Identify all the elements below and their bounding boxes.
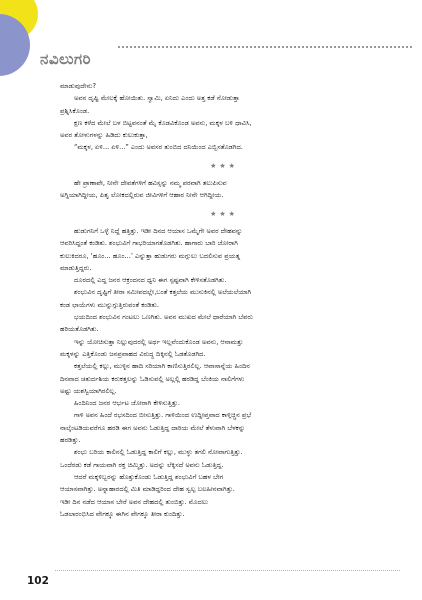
text-line: ಆಯಾಸವಾಗಿತ್ತು. ಅನ್ನಾಹಾರದಲ್ಲಿ ಮಿತಿ ಮಾಡಿದ್ದರಿಂದ ದೇಹ ಸ್ವಲ್ಪ ಬಲಹೀನವಾಗಿತ್ತು.	[60, 485, 235, 494]
footer-dotted-rule	[55, 570, 400, 571]
text-line: ಕಂಡ ಛಾಯೆಗಳು ಮುನ್ನುಗ್ಗುತ್ತಿರುವಂತೆ ಕಂಡಿತು.	[60, 300, 159, 309]
page-number: 102	[27, 575, 49, 587]
text-line: ಕತ್ತಲೆಯಲ್ಲಿ ಕಲ್ಲು, ಮುಳ್ಳಿನ ಹಾದಿ ಸರಿಯಾಗಿ ಕಾಣಿಸುತ್ತಿರಲಿಲ್ಲ. ಆವಾಸಾನ್ನೆಯ ಹಿಂದಿನ	[74, 362, 250, 371]
header-dotted-rule	[118, 46, 412, 48]
text-line: ಕ್ಷಣ ಕಳೆದ ಮೇಲೆ ಬಳ ಬಿಟ್ಟವನಂತೆ ಮೈ ಕೊಡವಿಕೊಂಡ ಅವನು, ಮಕ್ಕಳ ಬಳಿ ಧಾವಿಸಿ,	[74, 118, 252, 127]
text-line: ಹರಿಯತೊಡಗಿತು.	[60, 325, 99, 334]
text-line: ದೂರದಲ್ಲಿ ಎದ್ದ ಜನರ ಆಕ್ರಂದನದ ಧ್ವನಿ ಈಗ ಸ್ಪಷ್ಟವಾಗಿ ಕೇಳಿಸತೊಡಗಿತು.	[74, 276, 227, 285]
text-line: ನಾಲ್ಕೆಂಟಡಿಯವರೆಗೂ ಹರಡಿ ಈಗ ಅವನು ಓಡುತ್ತಿದ್ದ ದಾರಿಯ ಮೇಲೆ ತೆಳುವಾಗಿ ಬೆಳಕನ್ನು	[60, 423, 246, 432]
text-line: ಗಾಳಿ ಅವನ ಹಿಂದೆ ರಭಸದಿಂದ ಬೀಸುತ್ತಿತ್ತು. ಗಾಳಿಯಿಂದ ಉದ್ದೀಪ್ತವಾದ ಕಾಳ್ಗಿಚ್ಚಿನ ಪ್ರಭೆ	[74, 411, 252, 420]
text-line: ಅಗ್ನಿಯಾಗಿದ್ದೀಯ, ಪಿತೃ ಲೋಕದಲ್ಲಿರುವ ಜೀವಿಗಳಿಗೆ ಆಹಾರ ನೀನೇ ಆಗಿದ್ದೀಯ.	[60, 191, 224, 200]
text-line: ಅಷ್ಟು ಯಶಸ್ವಿಯಾಗಿರಲಿಲ್ಲ.	[60, 386, 117, 395]
text-line: ಮಕ್ಕಳನ್ನು ಎತ್ತಿಕೊಂಡು ಜನಪ್ರವಾಹದ ವಿರುದ್ಧ ದಿಕ್ಕಿನಲ್ಲಿ ಓಡತೊಡಗಿದ.	[60, 349, 206, 358]
text-line: ಕುಲುಕಿದರೂ, ‘ಹೂಂ... ಹೂಂ...’ ಎನ್ನುತ್ತಾ ಹುಡುಗರು ಮಗ್ಗುಲು ಬದಲಿಸುವ ಪ್ರಯತ್ನ	[60, 251, 241, 260]
text-line: ಮಾಡುತ್ತಿದ್ದರು.	[60, 263, 92, 272]
text-line: ದಿನವಾದ ಚತುರ್ದಶಿಯ ಕರುಕತ್ತಲನ್ನು ಓಡಿಸುವಲ್ಲಿ ಅಲ್ಲಲ್ಲಿ ಹರಡಿದ್ದ ಬೆಂಕಿಯ ನಾಲಿಗೆಗಳು	[60, 374, 245, 383]
text-line: ಇನ್ನು ಯೋಚಿಸುತ್ತಾ ನಿಲ್ಲುವುದರಲ್ಲಿ ಅರ್ಥ ಇಲ್ಲವೆಂದುಕೊಂಡ ಅವನು, ಆನಾಮತ್ತು	[74, 337, 244, 346]
text-line: ಅವನ ದೃಷ್ಟಿ ಮೇಲಕ್ಕೆ ಹೋಯಿತು. ಸ್ವಾಮಿ, ಏನಿದು ಎಂದು ಅತ್ತ ಕಡೆ ನೋಡುತ್ತಾ	[74, 94, 240, 103]
text-line: ಪ್ರಶ್ನಿಸಿಕೊಂಡ.	[60, 106, 90, 115]
section-separator: ★★★	[210, 161, 238, 170]
running-header-title: ನವಿಲುಗರಿ	[40, 50, 92, 68]
page-body	[60, 80, 388, 520]
text-line: ಇಡೀ ದಿನ ನಡೆದ ಆಯಾಸ ಬೇರೆ ಅವನ ದೇಹದಲ್ಲಿ ತುಂಬಿತ್ತು. ಮೊದಲು	[60, 497, 209, 506]
text-line: ಒಂದೆರಡು ಕಡೆ ಗಾಯವಾಗಿ ರಕ್ತ ಚಿಮ್ಮಿತ್ತು. ಅದನ್ನು ಲೆಕ್ಕಿಸದೆ ಅವನು ಓಡುತ್ತಿದ್ದ.	[60, 460, 224, 469]
text-line: ಮಾಡುವುದೇನು?	[60, 82, 96, 90]
text-line: “ಮಕ್ಕಳ, ಏಳಿ... ಏಳಿ...” ಎಂದು ಅವಸರ ತುಂಬಿದ ದನಿಯಿಂದ ಎಬ್ಬಿಸತೊಡಗಿದ.	[74, 143, 243, 152]
text-line: ಓಡಲಾರಂಭಿಸಿದ ವೇಗಕ್ಕೂ ಈಗಿನ ವೇಗಕ್ಕೂ ತೀರಾ ಕುಂದಿತ್ತು.	[60, 509, 185, 518]
text-line: ಹರಡಿತ್ತು.	[60, 436, 81, 445]
text-line: ಭಯದಿಂದ ಶಂಭುವಿನ ಗಂಟಲು ಒಣಗಿತು. ಅವನ ಮುಖದ ಮೇಲೆ ಧಾರೆಯಾಗಿ ಬೆವರು	[74, 313, 253, 322]
text-line: ಹೇ ಪ್ರಾಣಾಪೇ, ನೀನೇ ದೇವತೆಗಳಿಗೆ ಹವಿಸ್ಸನ್ನು ನಮ್ಮ ಪರವಾಗಿ ತಲುಪಿಸುವ	[74, 179, 227, 188]
text-line: ಹುಡುಗನಿಗೆ ಒಳ್ಳೆ ನಿದ್ದೆ ಹತ್ತಿತ್ತು. ಇಡೀ ದಿನದ ಆಯಾಸ ಒಮ್ಮೆಗೇ ಅವರ ದೇಹವನ್ನು	[74, 226, 243, 235]
section-separator: ★★★	[210, 209, 238, 218]
text-line: ಶಂಭುವಿನ ದೃಷ್ಟಿಗೆ ತೀರಾ ಸಮೀಪದಲ್ಲೇ,ಬಂತೆ ಕತ್ತಲೆಯ ಮುಸುಕಿನಲ್ಲಿ ಅಲೆಯಲೆಯಾಗಿ	[74, 288, 252, 297]
text-line: ಆದರೆ ಮಕ್ಕಳಿಬ್ಬರನ್ನು ಹೊತ್ತುಕೊಂಡು ಓಡುತ್ತಿದ್ದ ಶಂಭುವಿಗೆ ಬಹಳ ಬೇಗ	[74, 472, 224, 481]
text-line: ಹಿಂದಿನಿಂದ ಜನರ ಆರ್ಭಟ ಜೋರಾಗಿ ಕೇಳಿಸುತ್ತಿತ್ತು.	[74, 399, 180, 408]
text-line: ಅವರ ತೋಳುಗಳನ್ನು ಹಿಡಿದು ಕುಲುಕುತ್ತಾ,	[60, 131, 148, 140]
text-line: ಶಂಭು ಬರಿಯ ಕಾಲಿನಲ್ಲಿ ಓಡುತ್ತಿದ್ದ ಕಾಲಿಗೆ ಕಲ್ಲು, ಮುಳ್ಳು ತಗಲಿ ನೋವಾಗುತ್ತಿತ್ತು.	[74, 448, 243, 457]
text-line: ಆವರಿಸಿದ್ದಂತೆ ಕಂಡಿತು. ಶಂಭುವಿಗೆ ಗಾಭರಿಯಾಗತೊಡಗಿತು. ಹಾಗಾರು ಬಾರಿ ಜೋರಾಗಿ	[60, 239, 238, 248]
